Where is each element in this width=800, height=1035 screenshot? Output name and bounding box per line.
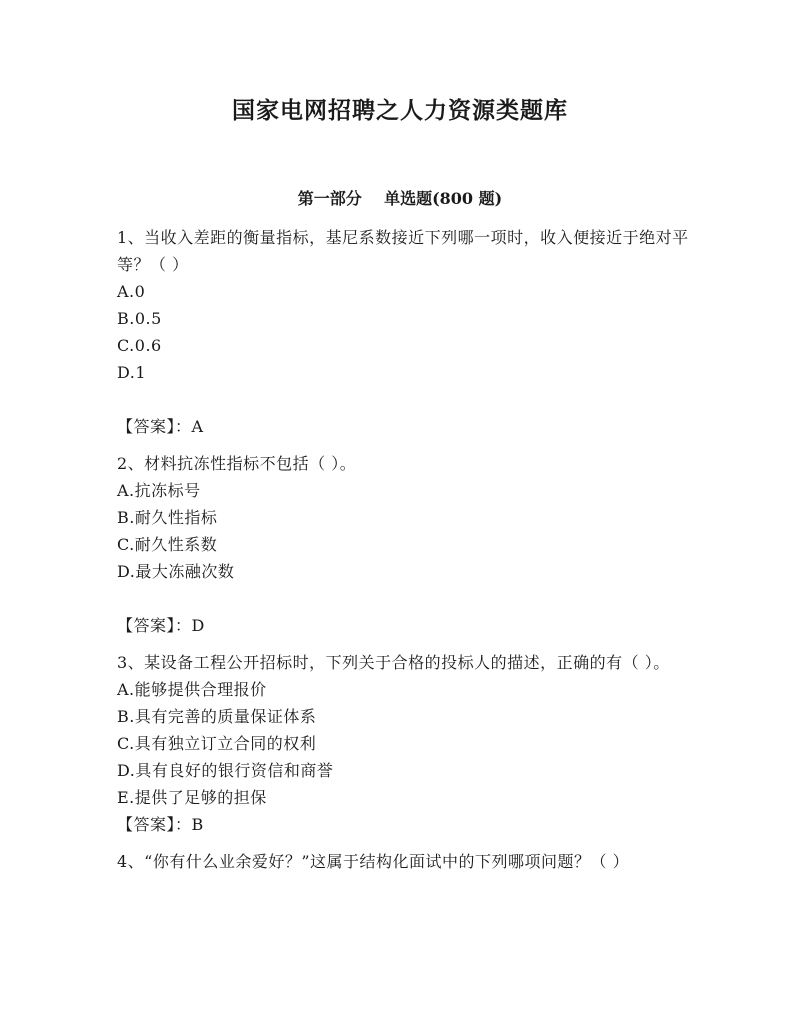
option-b: B.0.5 bbox=[117, 309, 162, 328]
answer-value: B bbox=[191, 815, 204, 834]
option-a: A.能够提供合理报价 bbox=[117, 680, 267, 699]
option-c: C.0.6 bbox=[117, 336, 162, 355]
question-list bbox=[117, 224, 689, 875]
answer-label: 【答案】： bbox=[117, 417, 192, 436]
answer-label: 【答案】： bbox=[117, 616, 192, 635]
option-c: C.耐久性系数 bbox=[117, 535, 218, 554]
question-stem: 2、材料抗冻性指标不包括（ ）。 bbox=[117, 454, 357, 473]
question-item bbox=[117, 848, 689, 875]
option-c: C.具有独立订立合同的权利 bbox=[117, 734, 317, 753]
question-item bbox=[117, 649, 689, 838]
option-d: D.具有良好的银行资信和商誉 bbox=[117, 761, 334, 780]
question-item bbox=[117, 224, 689, 440]
answer-line bbox=[117, 811, 689, 838]
option-b: B.耐久性指标 bbox=[117, 508, 218, 527]
answer-line bbox=[117, 612, 689, 639]
option-e: E.提供了足够的担保 bbox=[117, 788, 267, 807]
question-item bbox=[117, 450, 689, 639]
answer-value: A bbox=[191, 417, 204, 436]
question-stem: 4、“你有什么业余爱好？”这属于结构化面试中的下列哪项问题？（ ） bbox=[117, 852, 630, 871]
section-title: 第一部分 单选题(800 题) bbox=[297, 189, 503, 208]
option-b: B.具有完善的质量保证体系 bbox=[117, 707, 317, 726]
option-a: A.抗冻标号 bbox=[117, 481, 201, 500]
document-title: 国家电网招聘之人力资源类题库 bbox=[232, 97, 568, 124]
option-a: A.0 bbox=[117, 282, 146, 301]
question-stem: 3、某设备工程公开招标时，下列关于合格的投标人的描述，正确的有（ ）。 bbox=[117, 653, 670, 672]
option-d: D.最大冻融次数 bbox=[117, 562, 235, 581]
answer-label: 【答案】： bbox=[117, 815, 192, 834]
answer-line bbox=[117, 413, 689, 440]
option-d: D.1 bbox=[117, 363, 147, 382]
question-stem: 1、当收入差距的衡量指标，基尼系数接近下列哪一项时，收入便接近于绝对平等？（ ） bbox=[117, 228, 689, 274]
answer-value: D bbox=[191, 616, 205, 635]
